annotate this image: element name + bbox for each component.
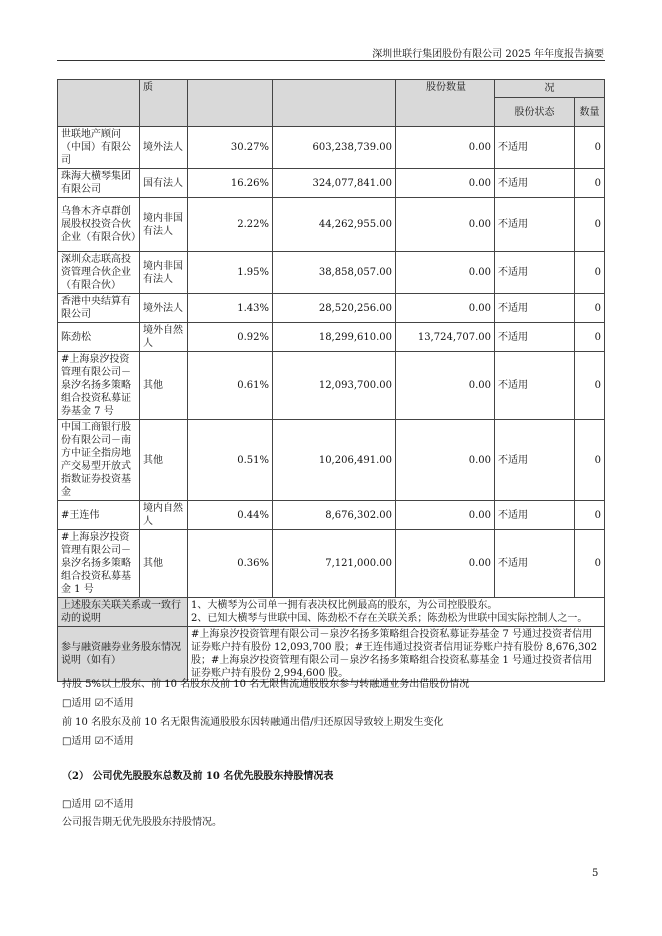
header-nature: 质 xyxy=(140,80,188,127)
shareholder-type: 其他 xyxy=(140,530,188,598)
shareholder-type: 境内非国有法人 xyxy=(140,198,188,252)
share-amount: 324,077,841.00 xyxy=(273,169,396,198)
pledge-status: 不适用 xyxy=(495,323,575,352)
applicability-checkbox-2: □适用 ☑不适用 xyxy=(62,736,134,747)
section-heading: （2） 公司优先股股东总数及前 10 名优先股股东持股情况表 xyxy=(62,771,334,782)
share-amount: 38,858,057.00 xyxy=(273,252,396,294)
pledge-count: 0 xyxy=(575,252,605,294)
restricted-shares: 0.00 xyxy=(396,198,495,252)
pledge-count: 0 xyxy=(575,352,605,420)
shareholder-type: 境内自然人 xyxy=(140,501,188,530)
relation-label: 上述股东关联关系或一致行动的说明 xyxy=(58,598,188,627)
pledge-status: 不适用 xyxy=(495,420,575,501)
pledge-count: 0 xyxy=(575,420,605,501)
share-percentage: 1.43% xyxy=(188,294,273,323)
shareholder-type: 境内非国有法人 xyxy=(140,252,188,294)
share-amount: 8,676,302.00 xyxy=(273,501,396,530)
pledge-count: 0 xyxy=(575,323,605,352)
share-amount: 7,121,000.00 xyxy=(273,530,396,598)
page-number: 5 xyxy=(592,868,599,879)
restricted-shares: 0.00 xyxy=(396,352,495,420)
pledge-status: 不适用 xyxy=(495,198,575,252)
share-percentage: 0.92% xyxy=(188,323,273,352)
pledge-status: 不适用 xyxy=(495,501,575,530)
share-percentage: 16.26% xyxy=(188,169,273,198)
table-row xyxy=(58,530,605,598)
pledge-status: 不适用 xyxy=(495,294,575,323)
margin-label: 参与融资融券业务股东情况说明（如有） xyxy=(58,627,188,682)
shareholder-name: 珠海大横琴集团有限公司 xyxy=(58,169,140,198)
restricted-shares: 0.00 xyxy=(396,252,495,294)
shareholder-name: 深圳众志联高投资管理合伙企业（有限合伙） xyxy=(58,252,140,294)
table-header-row xyxy=(58,80,605,98)
restricted-shares: 0.00 xyxy=(396,127,495,169)
pledge-status: 不适用 xyxy=(495,252,575,294)
header-status: 股份状态 xyxy=(495,98,575,127)
margin-row xyxy=(58,627,605,682)
shareholder-type: 境外自然人 xyxy=(140,323,188,352)
share-amount: 44,262,955.00 xyxy=(273,198,396,252)
pledge-count: 0 xyxy=(575,198,605,252)
share-percentage: 30.27% xyxy=(188,127,273,169)
table-row xyxy=(58,420,605,501)
preferred-note: 公司报告期无优先股股东持股情况。 xyxy=(62,817,222,828)
applicability-checkbox-1: □适用 ☑不适用 xyxy=(62,698,134,709)
table-row xyxy=(58,127,605,169)
shareholder-type: 其他 xyxy=(140,420,188,501)
restricted-shares: 0.00 xyxy=(396,294,495,323)
share-percentage: 0.36% xyxy=(188,530,273,598)
shareholders-table xyxy=(57,79,605,682)
table-row xyxy=(58,352,605,420)
share-amount: 28,520,256.00 xyxy=(273,294,396,323)
shareholder-type: 境外法人 xyxy=(140,294,188,323)
table-row xyxy=(58,252,605,294)
restricted-shares: 0.00 xyxy=(396,169,495,198)
header-quantity: 股份数量 xyxy=(396,80,495,127)
shareholder-name: 中国工商银行股份有限公司－南方中证全指房地产交易型开放式指数证券投资基金 xyxy=(58,420,140,501)
restricted-shares: 0.00 xyxy=(396,420,495,501)
shareholder-name: #上海泉汐投资管理有限公司－泉汐名扬多策略组合投资私募证券基金 7 号 xyxy=(58,352,140,420)
shareholder-name: #上海泉汐投资管理有限公司－泉汐名扬多策略组合投资私募基金 1 号 xyxy=(58,530,140,598)
shareholder-name: 陈劲松 xyxy=(58,323,140,352)
share-amount: 10,206,491.00 xyxy=(273,420,396,501)
pledge-status: 不适用 xyxy=(495,169,575,198)
share-amount: 12,093,700.00 xyxy=(273,352,396,420)
share-percentage: 2.22% xyxy=(188,198,273,252)
change-note: 前 10 名股东及前 10 名无限售流通股股东因转融通出借/归还原因导致较上期发生变化 xyxy=(62,717,444,728)
shareholder-name: 世联地产顾问（中国）有限公司 xyxy=(58,127,140,169)
shareholder-name: 乌鲁木齐卓群创展股权投资合伙企业（有限合伙） xyxy=(58,198,140,252)
restricted-shares: 13,724,707.00 xyxy=(396,323,495,352)
table-row xyxy=(58,501,605,530)
margin-text: #上海泉汐投资管理有限公司－泉汐名扬多策略组合投资私募证券基金 7 号通过投资者信用证券账户持有股份 12,093,700 股；#王连伟通过投资者信用证券账户持有股份 8,676,302 股；#上海泉汐投资管理有限公司－泉汐名扬多策略组合投资私募基金 1 号通过投资者信用证券账户持有股份 2,994,600 股。 xyxy=(188,627,605,682)
share-amount: 18,299,610.00 xyxy=(273,323,396,352)
shareholder-name: 香港中央结算有限公司 xyxy=(58,294,140,323)
relation-row xyxy=(58,598,605,627)
relation-line-2: 2、已知大横琴与世联中国、陈劲松不存在关联关系；陈劲松为世联中国实际控制人之一。 xyxy=(191,613,588,624)
share-percentage: 0.51% xyxy=(188,420,273,501)
table-row xyxy=(58,198,605,252)
header-count: 数量 xyxy=(575,98,605,127)
pledge-count: 0 xyxy=(575,501,605,530)
header-situation: 况 xyxy=(495,80,605,98)
report-header: 深圳世联行集团股份有限公司 2025 年年度报告摘要 xyxy=(372,49,604,60)
restricted-shares: 0.00 xyxy=(396,530,495,598)
pledge-status: 不适用 xyxy=(495,530,575,598)
lending-note: 持股 5%以上股东、前 10 名股东及前 10 名无限售流通股股东参与转融通业务出借股份情况 xyxy=(62,679,470,690)
share-percentage: 0.61% xyxy=(188,352,273,420)
share-percentage: 1.95% xyxy=(188,252,273,294)
restricted-shares: 0.00 xyxy=(396,501,495,530)
pledge-status: 不适用 xyxy=(495,127,575,169)
pledge-count: 0 xyxy=(575,294,605,323)
table-row xyxy=(58,323,605,352)
pledge-count: 0 xyxy=(575,530,605,598)
share-amount: 603,238,739.00 xyxy=(273,127,396,169)
shareholder-type: 境外法人 xyxy=(140,127,188,169)
pledge-status: 不适用 xyxy=(495,352,575,420)
share-percentage: 0.44% xyxy=(188,501,273,530)
header-divider xyxy=(57,60,605,61)
pledge-count: 0 xyxy=(575,127,605,169)
table-row xyxy=(58,294,605,323)
shareholder-type: 国有法人 xyxy=(140,169,188,198)
relation-line-1: 1、大横琴为公司单一拥有表决权比例最高的股东，为公司控股股东。 xyxy=(191,600,498,611)
table-row xyxy=(58,169,605,198)
shareholder-name: #王连伟 xyxy=(58,501,140,530)
relation-text xyxy=(188,598,605,627)
pledge-count: 0 xyxy=(575,169,605,198)
shareholder-type: 其他 xyxy=(140,352,188,420)
applicability-checkbox-3: □适用 ☑不适用 xyxy=(62,799,134,810)
